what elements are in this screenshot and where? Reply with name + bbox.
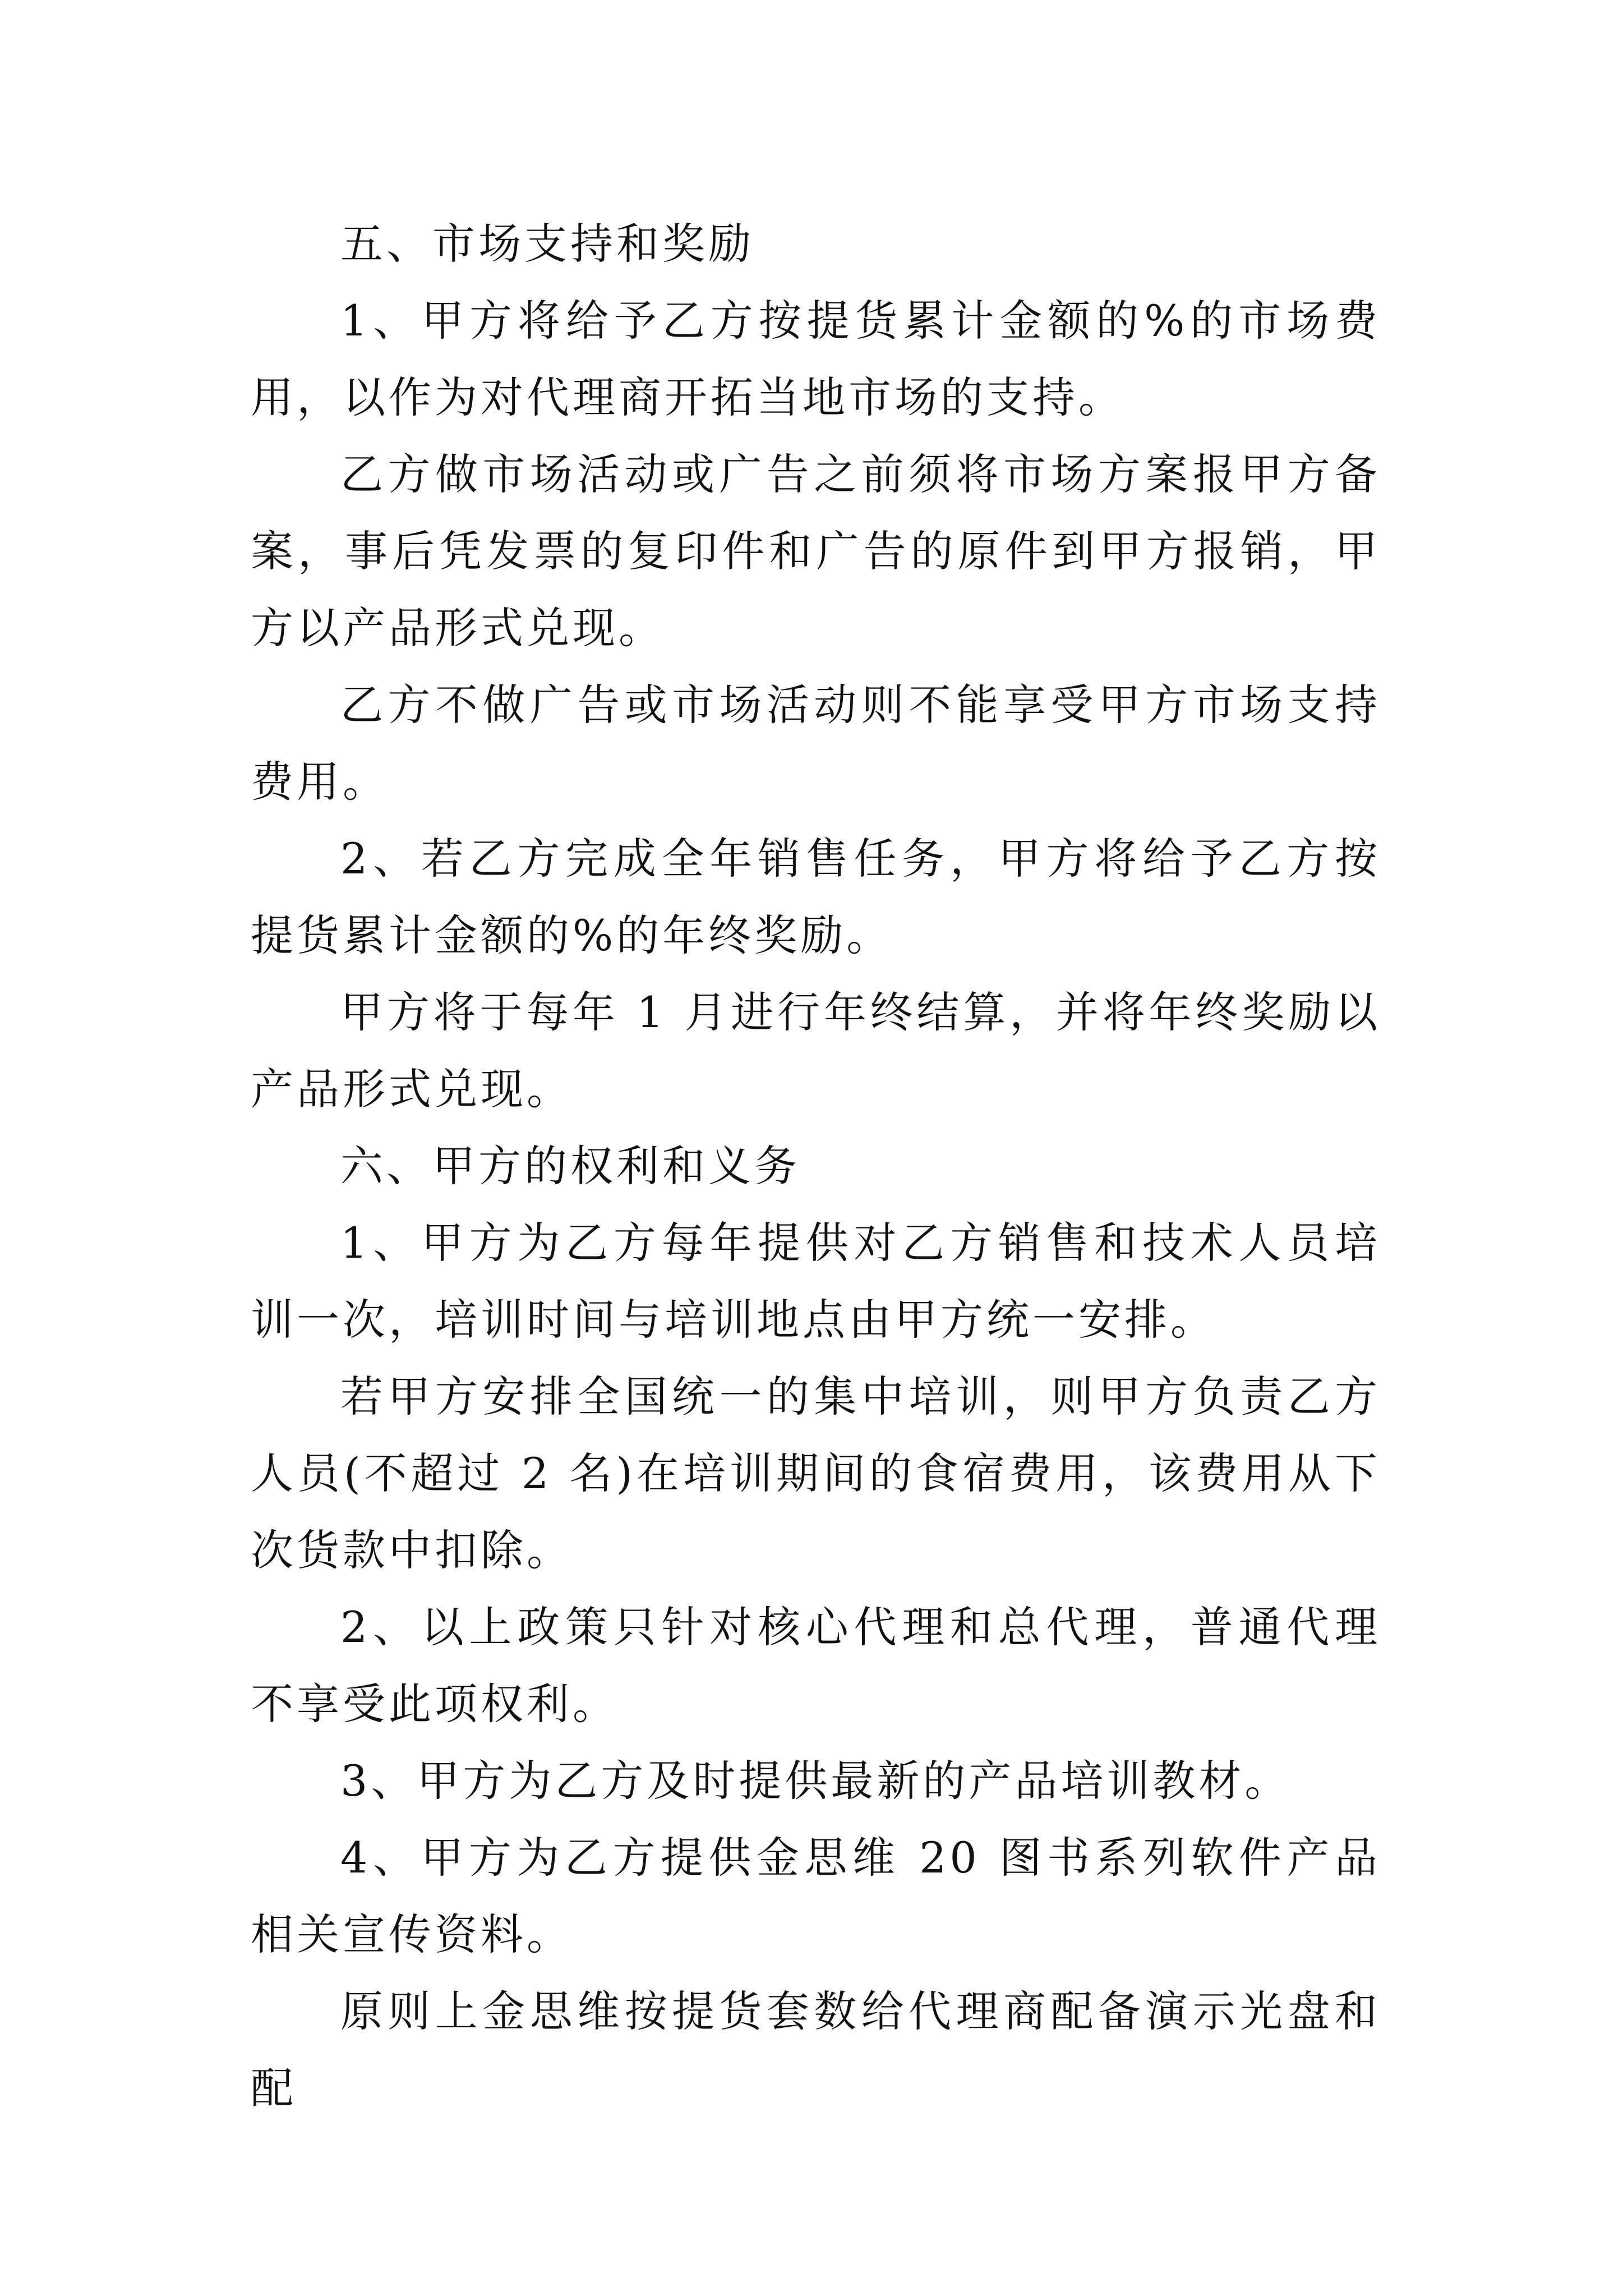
- paragraph: 乙方不做广告或市场活动则不能享受甲方市场支持费用。: [251, 680, 1381, 807]
- document-body: [251, 205, 1381, 2127]
- paragraph: 原则上金思维按提货套数给代理商配备演示光盘和配: [251, 1986, 1381, 2113]
- paragraph: 1、甲方将给予乙方按提货累计金额的%的市场费用，以作为对代理商开拓当地市场的支持。: [251, 296, 1381, 422]
- paragraph: 4、甲方为乙方提供金思维 20 图书系列软件产品相关宣传资料。: [251, 1833, 1381, 1959]
- paragraph: 2、以上政策只针对核心代理和总代理，普通代理不享受此项权利。: [251, 1602, 1381, 1729]
- paragraph: 若甲方安排全国统一的集中培训，则甲方负责乙方人员(不超过 2 名)在培训期间的食宿费用，该费用从下次货款中扣除。: [251, 1372, 1381, 1575]
- paragraph: 2、若乙方完成全年销售任务，甲方将给予乙方按提货累计金额的%的年终奖励。: [251, 834, 1381, 960]
- paragraph: 乙方做市场活动或广告之前须将市场方案报甲方备案，事后凭发票的复印件和广告的原件到甲方报销，甲方以产品形式兑现。: [251, 449, 1381, 653]
- paragraph: 3、甲方为乙方及时提供最新的产品培训教材。: [340, 1756, 1291, 1806]
- section-heading-party-a-rights: 六、甲方的权利和义务: [340, 1141, 800, 1191]
- paragraph: 甲方将于每年 1 月进行年终结算，并将年终奖励以产品形式兑现。: [251, 987, 1381, 1114]
- paragraph: 1、甲方为乙方每年提供对乙方销售和技术人员培训一次，培训时间与培训地点由甲方统一安排。: [251, 1218, 1381, 1345]
- section-heading-market-support: 五、市场支持和奖励: [340, 219, 754, 269]
